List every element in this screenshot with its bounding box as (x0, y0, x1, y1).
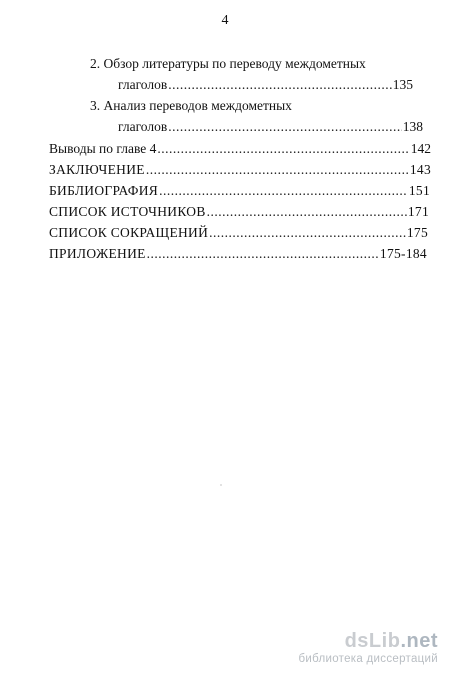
toc-conclusion-label: ЗАКЛЮЧЕНИЕ (49, 162, 145, 177)
toc-sources-page: 171 (407, 204, 429, 219)
toc-entry-3-page: 138 (402, 119, 423, 134)
watermark (298, 630, 438, 666)
leader-dots (168, 119, 402, 135)
toc-sources-label: СПИСОК ИСТОЧНИКОВ (49, 204, 206, 219)
toc-entry-2-label: глаголов (118, 77, 168, 92)
toc-entry-2-title: 2. Обзор литературы по переводу междометных (90, 56, 366, 71)
toc-appendix-page: 175-184 (379, 246, 427, 261)
toc-conclusion-page: 143 (409, 162, 431, 177)
leader-dots (147, 246, 379, 262)
watermark-logo (298, 630, 438, 652)
toc-entry-2 (118, 77, 413, 93)
toc-sources (49, 204, 429, 220)
toc-conclusions-page: 142 (410, 141, 431, 156)
toc-entry-3-title: 3. Анализ переводов междометных (90, 98, 292, 113)
watermark-logo-main: dsLib (344, 630, 401, 652)
leader-dots (157, 141, 409, 157)
toc-conclusion (49, 162, 431, 178)
toc-appendix-label: ПРИЛОЖЕНИЕ (49, 246, 146, 261)
scan-speck (220, 484, 222, 486)
toc-appendix (49, 246, 427, 262)
watermark-logo-suffix: .net (400, 630, 438, 652)
toc-entry-3-label: глаголов (118, 119, 168, 134)
toc-bibliography-label: БИБЛИОГРАФИЯ (49, 183, 159, 198)
toc-bibliography (49, 183, 430, 199)
toc-bibliography-page: 151 (408, 183, 430, 198)
toc-abbreviations (49, 225, 428, 241)
leader-dots (146, 162, 409, 178)
watermark-subtitle: библиотека диссертаций (298, 653, 438, 665)
page-number: 4 (221, 13, 229, 28)
toc-conclusions-label: Выводы по главе 4 (49, 141, 157, 156)
toc-entry-3 (118, 119, 423, 135)
leader-dots (168, 77, 392, 93)
toc-entry-2-page: 135 (392, 77, 413, 92)
toc-abbreviations-page: 175 (406, 225, 428, 240)
leader-dots (159, 183, 408, 199)
toc-conclusions-ch4 (49, 141, 431, 157)
leader-dots (207, 204, 407, 220)
toc-abbreviations-label: СПИСОК СОКРАЩЕНИЙ (49, 225, 209, 240)
leader-dots (209, 225, 406, 241)
